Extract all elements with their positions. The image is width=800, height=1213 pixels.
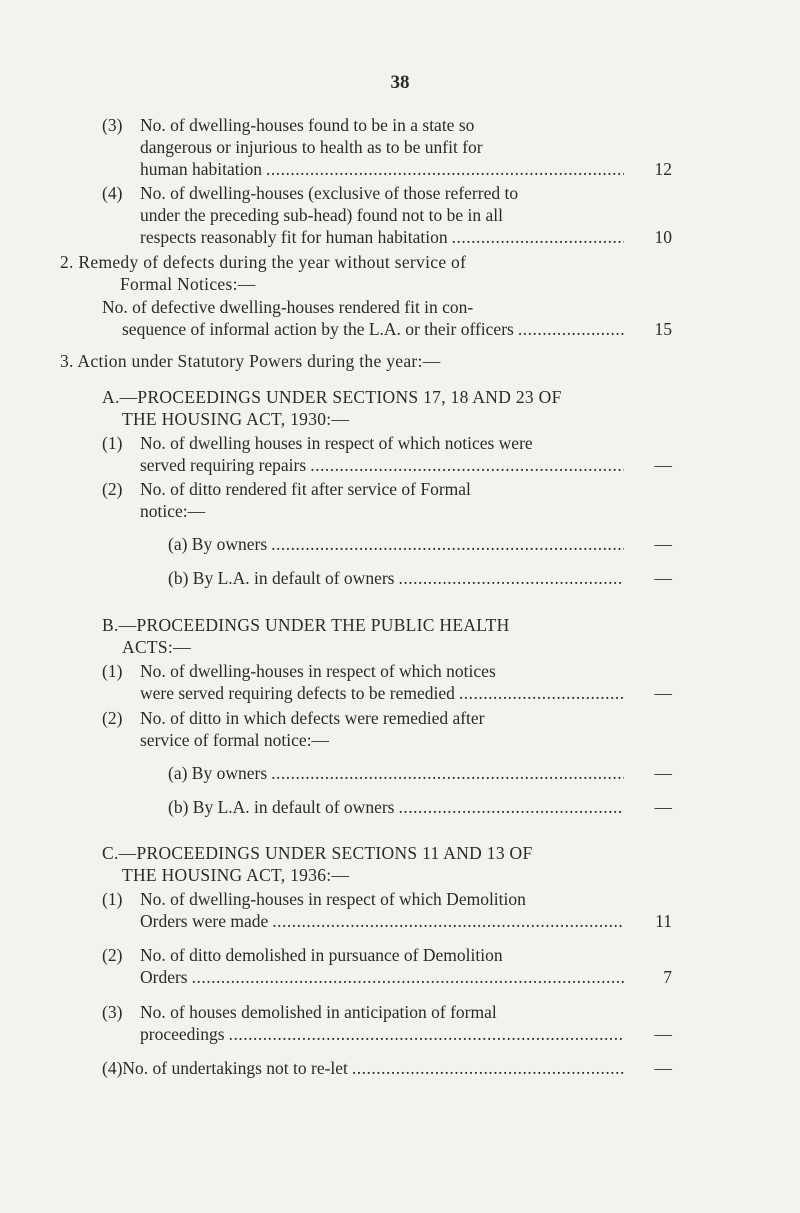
item-value: — [654,568,672,588]
item-value: — [654,1058,672,1078]
item-value: — [654,763,672,783]
item-value: — [654,797,672,817]
section-b-by-owners: (a) By owners ..... — [168,762,672,784]
item-value: 11 [655,911,672,931]
item-marker: (2) [102,708,123,728]
section-2-heading: 2. Remedy of defects during the year without service of Formal Notices:— [60,252,467,294]
leader-dots [398,796,624,818]
item-value: 12 [654,159,672,179]
leader-dots [266,158,624,180]
section-3-heading: 3. Action under Statutory Powers during the year:— [60,351,441,371]
item-marker: (4) [102,183,123,203]
item-marker: (1) [102,889,123,909]
leader-dots [310,454,624,476]
leader-dots [271,762,624,784]
item-marker: (3) [102,115,123,135]
section-2-informal-action: No. of defective dwelling-houses rendered fit in con- sequence of informal action by the L.A. or their officers ..... 15 [102,296,672,340]
leader-dots [272,910,624,932]
section-b-item-2: (2) No. of ditto in which defects were remedied after service of formal notice:— [102,708,485,750]
leader-dots [229,1023,624,1045]
item-marker: (3) [102,1002,123,1022]
leader-dots [398,567,624,589]
leader-dots [271,533,624,555]
item-3-unfit-houses: (3) No. of dwelling-houses found to be in a state so dangerous or injurious to health as to be unfit for human habitation ..... 12 [128,114,672,180]
item-4-not-fit-houses: (4) No. of dwelling-houses (exclusive of those referred to under the preceding sub-head) found not to be in all respects reasonably fit for human habitation ..... 10 [128,182,672,248]
section-a-by-la: (b) By L.A. in default of owners ..... — [168,567,672,589]
section-b-item-1: (1) No. of dwelling-houses in respect of which notices were served requiring defects to be remedied ..... — [128,660,672,704]
item-value: — [654,1024,672,1044]
item-marker: (2) [102,479,123,499]
item-marker: (1) [102,433,123,453]
item-marker: (2) [102,945,123,965]
leader-dots [518,318,624,340]
section-c-heading: C.—PROCEEDINGS UNDER SECTIONS 11 AND 13 OF THE HOUSING ACT, 1936:— [102,843,533,885]
section-c-item-2: (2) No. of ditto demolished in pursuance of Demolition Orders ..... 7 [128,944,672,988]
section-b-by-la: (b) By L.A. in default of owners ..... — [168,796,672,818]
section-b-heading: B.—PROCEEDINGS UNDER THE PUBLIC HEALTH ACTS:— [102,615,510,657]
section-a-item-2: (2) No. of ditto rendered fit after service of Formal notice:— [102,479,471,521]
item-marker: (1) [102,661,123,681]
section-c-item-4: (4) No. of undertakings not to re-let ..... — [128,1057,672,1079]
page-number: 38 [390,72,410,93]
leader-dots [452,226,624,248]
item-marker: (4) [102,1058,123,1078]
section-c-item-3: (3) No. of houses demolished in anticipation of formal proceedings ..... — [128,1001,672,1045]
item-value: 10 [654,227,672,247]
leader-dots [352,1057,624,1079]
item-value: — [654,683,672,703]
item-value: 7 [663,967,672,987]
leader-dots [459,682,624,704]
item-value: 15 [654,319,672,339]
section-a-item-1: (1) No. of dwelling houses in respect of which notices were served requiring repairs ..... — [128,432,672,476]
section-a-by-owners: (a) By owners ..... — [168,533,672,555]
section-a-heading: A.—PROCEEDINGS UNDER SECTIONS 17, 18 AND 23 OF THE HOUSING ACT, 1930:— [102,387,562,429]
leader-dots [192,966,624,988]
item-value: — [654,534,672,554]
item-value: — [654,455,672,475]
section-c-item-1: (1) No. of dwelling-houses in respect of which Demolition Orders were made ..... 11 [128,888,672,932]
